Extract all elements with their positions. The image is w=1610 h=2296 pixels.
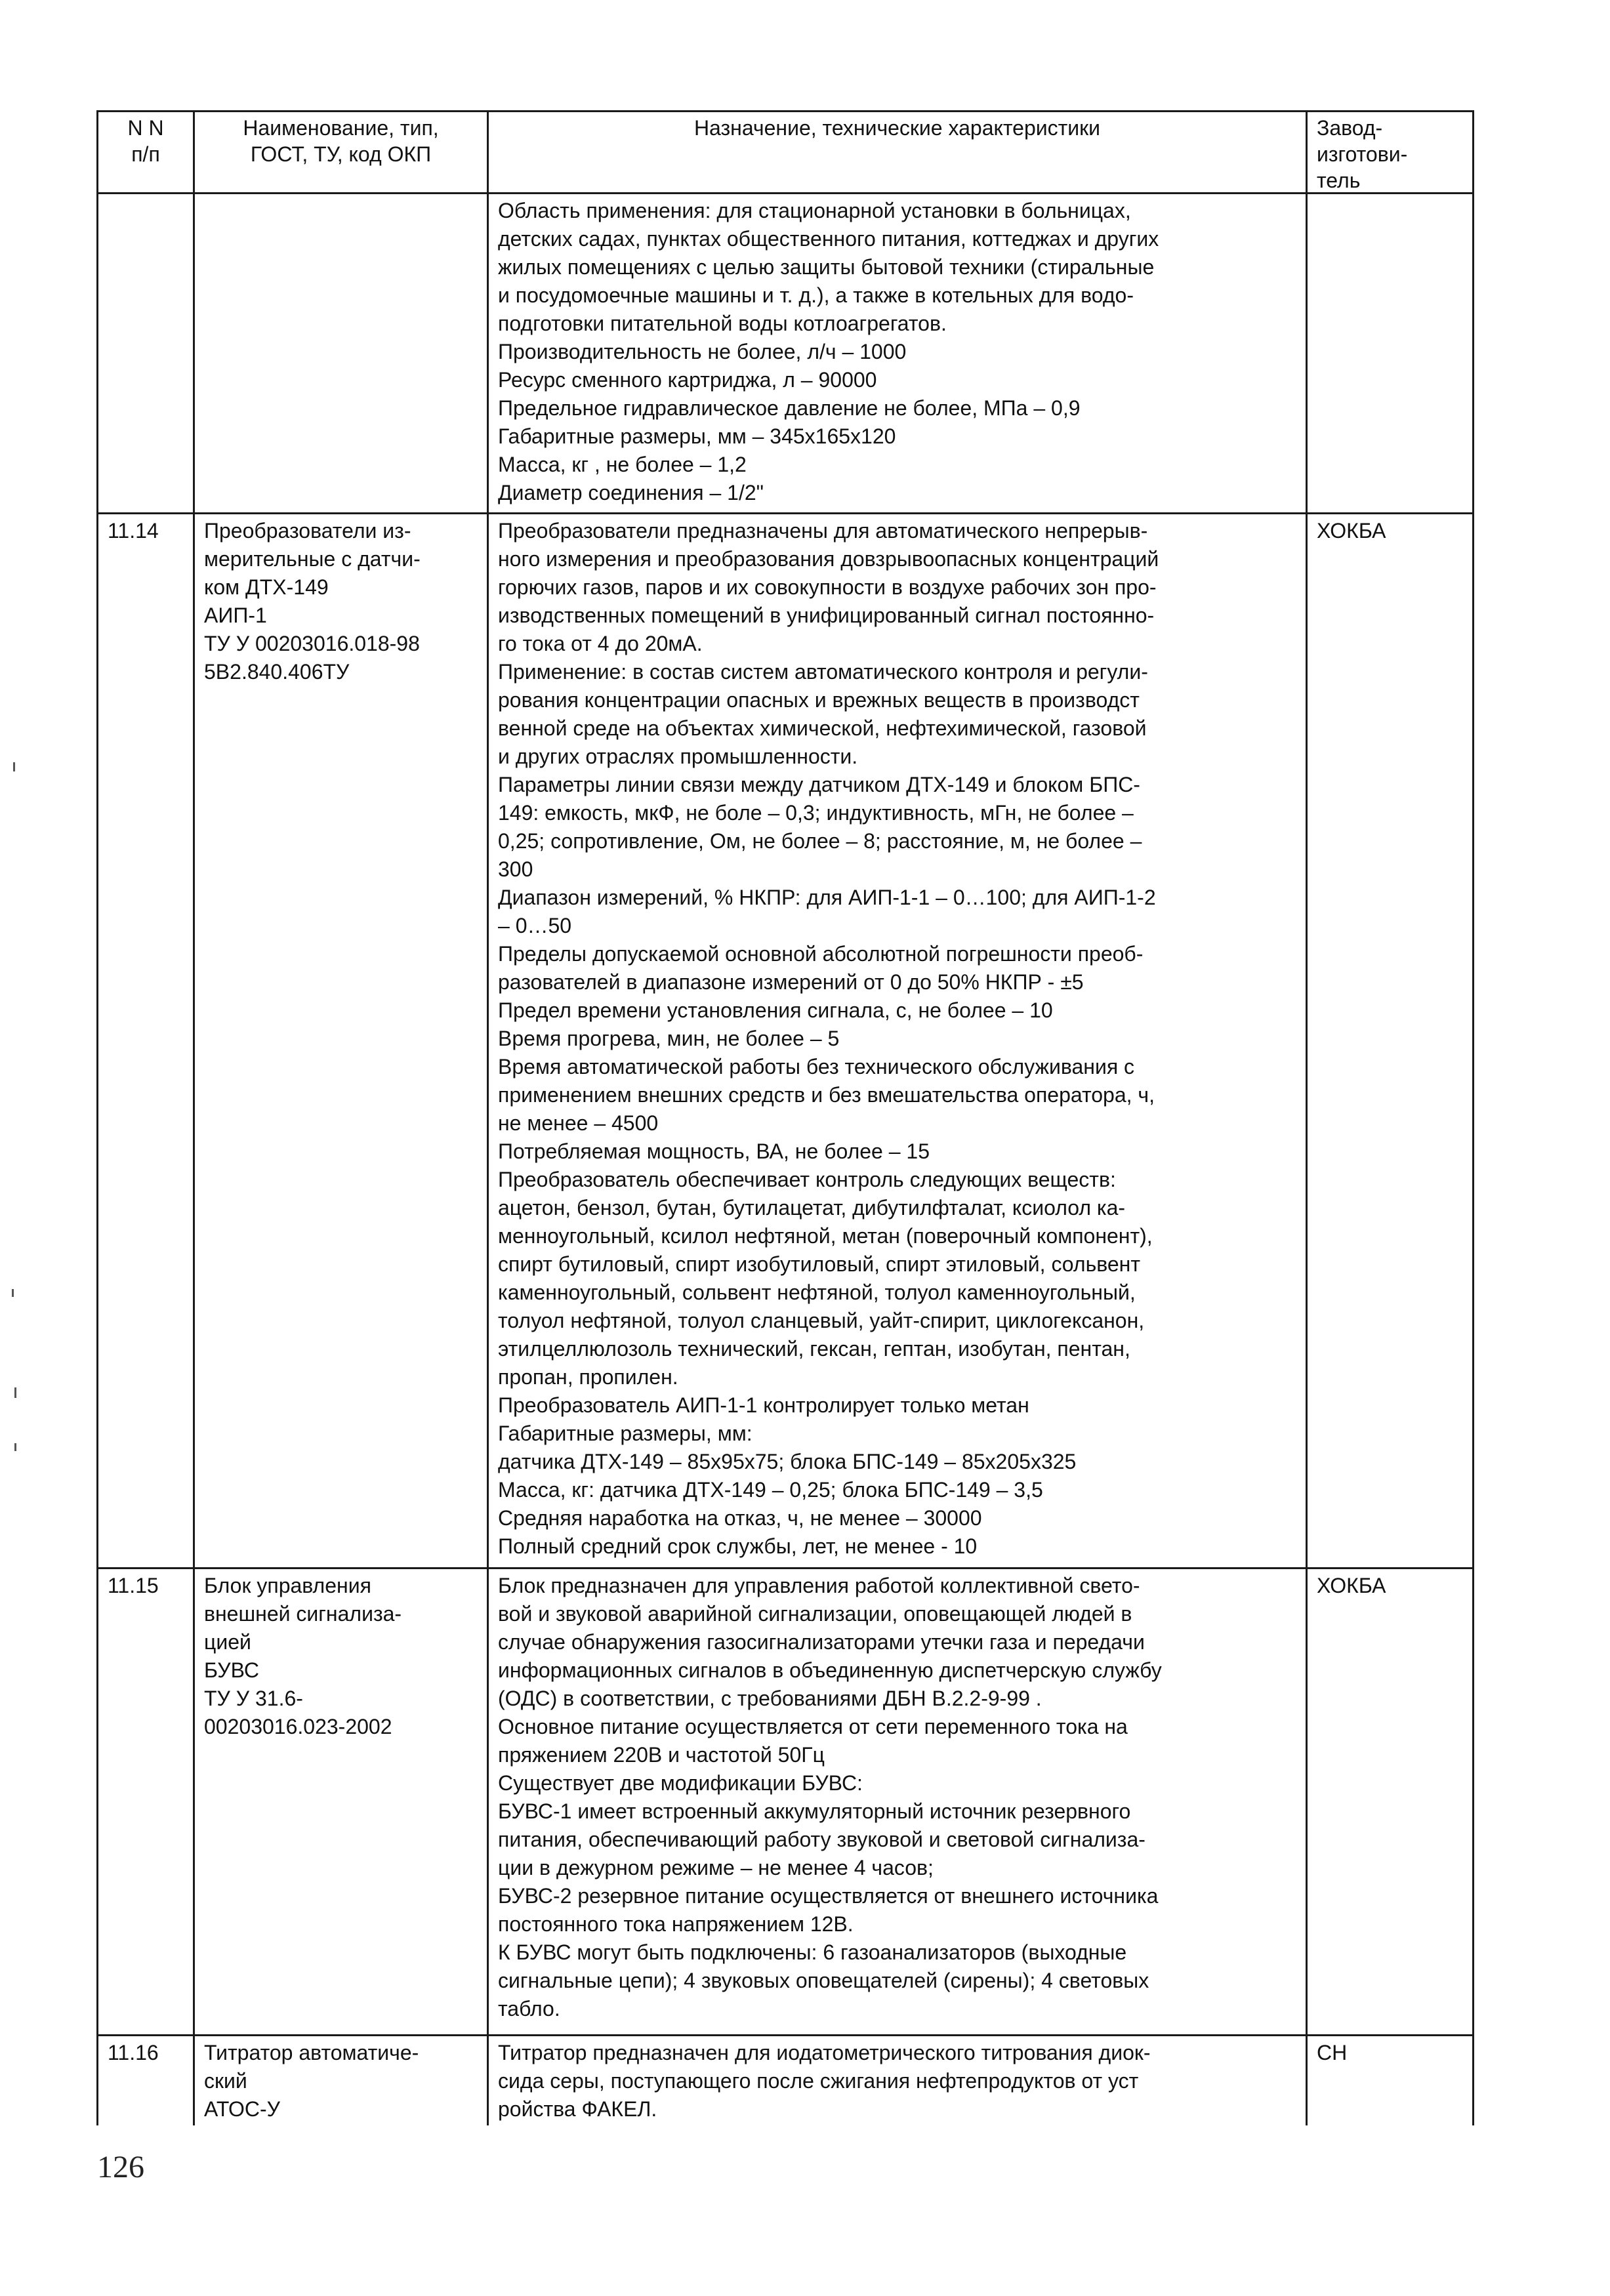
row-description-line: разователей в диапазоне измерений от 0 до 50% НКПР - ±5 <box>498 970 1084 994</box>
row-name-line: внешней сигнализа- <box>204 1602 402 1626</box>
row-description-cell <box>487 2036 1306 2125</box>
row-description-line: информационных сигналов в объединенную диспетчерскую службу <box>498 1658 1162 1682</box>
row-name-line: ком ДТХ-149 <box>204 575 329 599</box>
header-number-cell <box>98 112 193 192</box>
row-description-line: К БУВС могут быть подключены: 6 газоанализаторов (выходные <box>498 1940 1127 1964</box>
table-row <box>96 2036 1474 2125</box>
row-description-line: ройства ФАКЕЛ. <box>498 2097 657 2121</box>
header-manufacturer-line: Завод- <box>1317 116 1383 140</box>
table-row <box>96 194 1474 514</box>
row-description-line: Преобразователь АИП-1-1 контролирует только метан <box>498 1393 1029 1417</box>
row-description-cell <box>487 514 1306 1567</box>
row-number-cell <box>98 2036 193 2125</box>
header-number-line: п/п <box>131 142 160 166</box>
row-description-line: Масса, кг: датчика ДТХ-149 – 0,25; блока БПС-149 – 3,5 <box>498 1478 1043 1502</box>
row-number-cell <box>98 514 193 1567</box>
row-number: 11.14 <box>108 519 159 543</box>
row-number-cell <box>98 194 193 512</box>
header-description-line: Назначение, технические характеристики <box>693 116 1101 140</box>
row-manufacturer-cell <box>1306 514 1472 1567</box>
row-description-line: применением внешних средств и без вмешательства оператора, ч, <box>498 1083 1155 1107</box>
row-name-cell <box>193 1569 487 2034</box>
row-name-line: 00203016.023-2002 <box>204 1715 392 1738</box>
row-description-line: БУВС-1 имеет встроенный аккумуляторный источник резервного <box>498 1799 1131 1823</box>
row-description-line: Диапазон измерений, % НКПР: для АИП-1-1 – 0…100; для АИП-1-2 <box>498 886 1156 909</box>
header-name-line: ГОСТ, ТУ, код ОКП <box>250 142 432 166</box>
row-description-line: горючих газов, паров и их совокупности в воздухе рабочих зон про- <box>498 575 1157 599</box>
row-description-line: вой и звуковой аварийной сигнализации, оповещающей людей в <box>498 1602 1132 1626</box>
row-description-line: Средняя наработка на отказ, ч, не менее – 30000 <box>498 1506 982 1530</box>
row-description-line: Предельное гидравлическое давление не более, МПа – 0,9 <box>498 396 1081 420</box>
row-description-line: Производительность не более, л/ч – 1000 <box>498 340 907 363</box>
row-name-line: цией <box>204 1630 251 1654</box>
row-number-cell <box>98 1569 193 2034</box>
header-description-cell <box>487 112 1306 192</box>
row-manufacturer-cell <box>1306 194 1472 512</box>
row-description-line: сида серы, поступающего после сжигания нефтепродуктов от уст <box>498 2069 1139 2093</box>
header-name-cell <box>193 112 487 192</box>
row-description-line: го тока от 4 до 20мА. <box>498 632 703 655</box>
row-name-line: Преобразователи из- <box>204 519 411 543</box>
row-description-cell <box>487 194 1306 512</box>
specs-table <box>96 110 1474 2125</box>
row-description-line: 300 <box>498 857 533 881</box>
row-description-cell <box>487 1569 1306 2034</box>
row-description-line: табло. <box>498 1997 560 2020</box>
margin-mark <box>14 1443 16 1451</box>
row-manufacturer: ХОКБА <box>1317 519 1386 543</box>
row-manufacturer-cell <box>1306 2036 1472 2125</box>
row-description-line: Преобразователь обеспечивает контроль следующих веществ: <box>498 1168 1116 1191</box>
page-number: 126 <box>97 2150 144 2184</box>
row-description-line: спирт бутиловый, спирт изобутиловый, спирт этиловый, сольвент <box>498 1252 1140 1276</box>
row-description-line: (ОДС) в соответствии, с требованиями ДБН В.2.2-9-99 . <box>498 1687 1042 1710</box>
row-description-line: Существует две модификации БУВС: <box>498 1771 863 1795</box>
row-name-line: ский <box>204 2069 247 2093</box>
row-description-line: Преобразователи предназначены для автоматического непрерыв- <box>498 519 1148 543</box>
row-description-line: пропан, пропилен. <box>498 1365 678 1389</box>
table-row <box>96 514 1474 1569</box>
row-description-line: венной среде на объектах химической, нефтехимической, газовой <box>498 716 1147 740</box>
row-number: 11.16 <box>108 2041 159 2064</box>
margin-mark <box>12 1289 14 1297</box>
row-name-line: АТОС-У <box>204 2097 280 2121</box>
row-name-line: АИП-1 <box>204 604 267 627</box>
row-description-line: Габаритные размеры, мм: <box>498 1422 753 1445</box>
margin-mark <box>14 1387 16 1398</box>
row-description-line: каменноугольный, сольвент нефтяной, толуол каменноугольный, <box>498 1281 1136 1304</box>
row-name-line: Блок управления <box>204 1574 371 1597</box>
header-name-line: Наименование, тип, <box>243 116 439 140</box>
row-description-line: Область применения: для стационарной установки в больницах, <box>498 199 1131 222</box>
row-name-line: мерительные с датчи- <box>204 547 421 571</box>
row-description-line: жилых помещениях с целью защиты бытовой техники (стиральные <box>498 255 1155 279</box>
header-manufacturer-line: изготови- <box>1317 142 1408 166</box>
row-description-line: ного измерения и преобразования довзрывоопасных концентраций <box>498 547 1159 571</box>
row-description-line: детских садах, пунктах общественного питания, коттеджах и других <box>498 227 1159 251</box>
row-description-line: датчика ДТХ-149 – 85x95x75; блока БПС-149 – 85x205x325 <box>498 1450 1077 1473</box>
table-row <box>96 1569 1474 2036</box>
margin-mark <box>13 762 15 771</box>
row-description-line: БУВС-2 резервное питание осуществляется от внешнего источника <box>498 1884 1159 1908</box>
row-description-line: Масса, кг , не более – 1,2 <box>498 453 747 476</box>
row-description-line: случае обнаружения газосигнализаторами утечки газа и передачи <box>498 1630 1145 1654</box>
row-description-line: постоянного тока напряжением 12В. <box>498 1912 854 1936</box>
row-description-line: Предел времени установления сигнала, с, не более – 10 <box>498 998 1053 1022</box>
row-name-cell <box>193 194 487 512</box>
header-manufacturer-cell <box>1306 112 1472 192</box>
row-description-line: Полный средний срок службы, лет, не менее - 10 <box>498 1534 978 1558</box>
row-name-cell <box>193 2036 487 2125</box>
row-number: 11.15 <box>108 1574 159 1597</box>
row-name-line: ТУ У 31.6- <box>204 1687 303 1710</box>
row-description-line: Диаметр соединения – 1/2" <box>498 481 764 504</box>
row-description-line: Параметры линии связи между датчиком ДТХ-149 и блоком БПС- <box>498 773 1140 796</box>
row-description-line: Ресурс сменного картриджа, л – 90000 <box>498 368 877 392</box>
table-header-row <box>96 110 1474 194</box>
row-manufacturer-cell <box>1306 1569 1472 2034</box>
row-description-line: сигнальные цепи); 4 звуковых оповещателей (сирены); 4 световых <box>498 1969 1149 1992</box>
row-description-line: Потребляемая мощность, ВА, не более – 15 <box>498 1139 930 1163</box>
row-name-line: Титратор автоматиче- <box>204 2041 419 2064</box>
row-description-line: Блок предназначен для управления работой коллективной свето- <box>498 1574 1140 1597</box>
row-description-line: ацетон, бензол, бутан, бутилацетат, дибутилфталат, ксиолол ка- <box>498 1196 1126 1220</box>
row-description-line: и посудомоечные машины и т. д.), а также в котельных для водо- <box>498 283 1134 307</box>
row-description-line: Габаритные размеры, мм – 345x165x120 <box>498 424 896 448</box>
row-description-line: этилцеллюлозоль технический, гексан, гептан, изобутан, пентан, <box>498 1337 1130 1361</box>
row-name-line: БУВС <box>204 1658 259 1682</box>
row-description-line: толуол нефтяной, толуол сланцевый, уайт-спирит, циклогексанон, <box>498 1309 1145 1332</box>
row-description-line: менноугольный, ксилол нефтяной, метан (поверочный компонент), <box>498 1224 1153 1248</box>
row-description-line: пряжением 220В и частотой 50Гц <box>498 1743 825 1767</box>
row-description-line: Пределы допускаемой основной абсолютной погрешности преоб- <box>498 942 1144 966</box>
row-manufacturer: СН <box>1317 2041 1348 2064</box>
row-description-line: – 0…50 <box>498 914 572 937</box>
row-name-line: ТУ У 00203016.018-98 <box>204 632 420 655</box>
row-name-line: 5В2.840.406ТУ <box>204 660 350 684</box>
row-description-line: Основное питание осуществляется от сети переменного тока на <box>498 1715 1128 1738</box>
row-description-line: питания, обеспечивающий работу звуковой и световой сигнализа- <box>498 1828 1146 1851</box>
row-description-line: Время автоматической работы без технического обслуживания с <box>498 1055 1135 1078</box>
row-description-line: рования концентрации опасных и врежных веществ в производст <box>498 688 1140 712</box>
row-description-line: не менее – 4500 <box>498 1111 659 1135</box>
row-description-line: ции в дежурном режиме – не менее 4 часов; <box>498 1856 934 1879</box>
header-number-line: N N <box>127 116 164 140</box>
row-description-line: изводственных помещений в унифицированный сигнал постоянно- <box>498 604 1155 627</box>
row-description-line: подготовки питательной воды котлоагрегатов. <box>498 312 947 335</box>
row-manufacturer: ХОКБА <box>1317 1574 1386 1597</box>
row-description-line: 0,25; сопротивление, Ом, не более – 8; расстояние, м, не более – <box>498 829 1142 853</box>
row-description-line: Применение: в состав систем автоматического контроля и регули- <box>498 660 1148 684</box>
row-name-cell <box>193 514 487 1567</box>
header-manufacturer-line: тель <box>1317 169 1361 192</box>
row-description-line: 149: емкость, мкФ, не боле – 0,3; индуктивность, мГн, не более – <box>498 801 1134 825</box>
row-description-line: и других отраслях промышленности. <box>498 745 858 768</box>
row-description-line: Время прогрева, мин, не более – 5 <box>498 1027 840 1050</box>
row-description-line: Титратор предназначен для иодатометрического титрования диок- <box>498 2041 1151 2064</box>
